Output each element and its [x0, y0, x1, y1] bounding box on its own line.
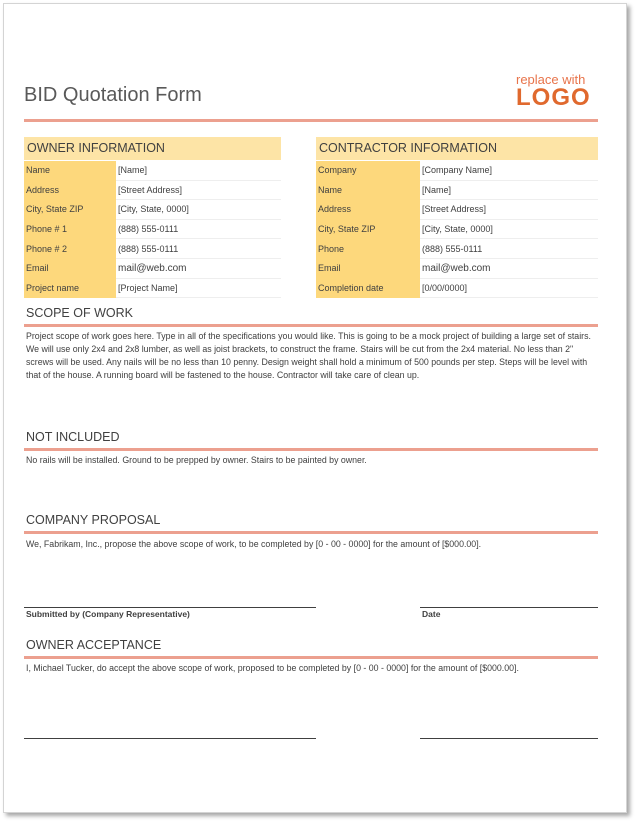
- form-page: [3, 3, 627, 813]
- contractor-row: [316, 219, 598, 239]
- owner-field-label: Name: [24, 161, 116, 180]
- owner-field-label: Email: [24, 258, 116, 278]
- contractor-field-label: Company: [316, 161, 420, 180]
- owner-field-value[interactable]: [Project Name]: [116, 278, 281, 298]
- owner-row: [24, 219, 281, 239]
- contractor-field-value[interactable]: [Name]: [420, 180, 598, 200]
- contractor-info-heading: CONTRACTOR INFORMATION: [316, 137, 598, 160]
- owner-field-label: Address: [24, 180, 116, 200]
- contractor-field-value[interactable]: [City, State, 0000]: [420, 219, 598, 239]
- owner-field-label: Phone # 2: [24, 239, 116, 259]
- contractor-field-label: Address: [316, 200, 420, 220]
- contractor-row: [316, 161, 598, 180]
- acceptance-heading: OWNER ACCEPTANCE: [26, 638, 162, 652]
- owner-row: [24, 180, 281, 200]
- contractor-field-value[interactable]: mail@web.com: [420, 258, 598, 278]
- contractor-info-table: [316, 161, 598, 298]
- contractor-field-value[interactable]: [Company Name]: [420, 161, 598, 180]
- not-included-divider: [24, 448, 598, 451]
- scope-divider: [24, 324, 598, 327]
- contractor-row: [316, 200, 598, 220]
- scope-text: Project scope of work goes here. Type in all of the specifications you would like. This is going to be a mock project of building a large set of stairs. We will use only 2x4 and 2x8 lumber, as well as joist brackets, to construct the frame. Stairs will be cut from the 2x4 material. No less than 2" screws will be used. Any nails will be no less than 10 penny. Design weight shall hold a minimum of 500 pounds per step. Steps will be level with that of the house. A running board will be fastened to the house. Contractor will take care of clean up.: [26, 331, 591, 380]
- owner-row: [24, 278, 281, 298]
- owner-row: [24, 239, 281, 259]
- header-divider: [24, 119, 598, 122]
- contractor-field-label: Name: [316, 180, 420, 200]
- owner-field-label: Project name: [24, 278, 116, 298]
- acceptance-divider: [24, 656, 598, 659]
- contractor-field-value[interactable]: (888) 555-0111: [420, 239, 598, 259]
- contractor-field-label: Phone: [316, 239, 420, 259]
- proposal-divider: [24, 531, 598, 534]
- owner-field-value[interactable]: [Street Address]: [116, 180, 281, 200]
- owner-row: [24, 258, 281, 278]
- form-title: BID Quotation Form: [24, 84, 202, 106]
- owner-field-label: City, State ZIP: [24, 200, 116, 220]
- owner-signature-line[interactable]: [24, 738, 316, 739]
- contractor-row: [316, 239, 598, 259]
- owner-field-value[interactable]: (888) 555-0111: [116, 219, 281, 239]
- owner-field-value[interactable]: [Name]: [116, 161, 281, 180]
- not-included-heading: NOT INCLUDED: [26, 430, 120, 444]
- company-date-line[interactable]: [420, 607, 598, 608]
- logo-placeholder: LOGO: [516, 84, 591, 111]
- contractor-field-label: City, State ZIP: [316, 219, 420, 239]
- owner-field-value[interactable]: mail@web.com: [116, 258, 281, 278]
- contractor-field-value[interactable]: [Street Address]: [420, 200, 598, 220]
- contractor-field-label: Completion date: [316, 278, 420, 298]
- owner-row: [24, 161, 281, 180]
- owner-field-label: Phone # 1: [24, 219, 116, 239]
- owner-row: [24, 200, 281, 220]
- owner-info-heading: OWNER INFORMATION: [24, 137, 281, 160]
- scope-heading: SCOPE OF WORK: [26, 306, 133, 320]
- contractor-row: [316, 258, 598, 278]
- proposal-heading: COMPANY PROPOSAL: [26, 513, 161, 527]
- submitted-by-label: Submitted by (Company Representative): [26, 609, 190, 619]
- logo-placeholder-caption: replace with: [516, 72, 586, 87]
- owner-date-line[interactable]: [420, 738, 598, 739]
- proposal-text: We, Fabrikam, Inc., propose the above scope of work, to be completed by [0 - 00 - 0000] for the amount of [$000.00].: [26, 539, 482, 549]
- owner-info-table: [24, 161, 281, 298]
- acceptance-text: I, Michael Tucker, do accept the above scope of work, proposed to be completed by [0 - 00 - 0000] for the amount of [$000.00].: [26, 663, 519, 673]
- company-signature-line[interactable]: [24, 607, 316, 608]
- contractor-row: [316, 180, 598, 200]
- contractor-row: [316, 278, 598, 298]
- contractor-field-value[interactable]: [0/00/0000]: [420, 278, 598, 298]
- owner-field-value[interactable]: (888) 555-0111: [116, 239, 281, 259]
- owner-field-value[interactable]: [City, State, 0000]: [116, 200, 281, 220]
- contractor-field-label: Email: [316, 258, 420, 278]
- date-label: Date: [422, 609, 441, 619]
- not-included-text: No rails will be installed. Ground to be prepped by owner. Stairs to be painted by owner.: [26, 455, 367, 465]
